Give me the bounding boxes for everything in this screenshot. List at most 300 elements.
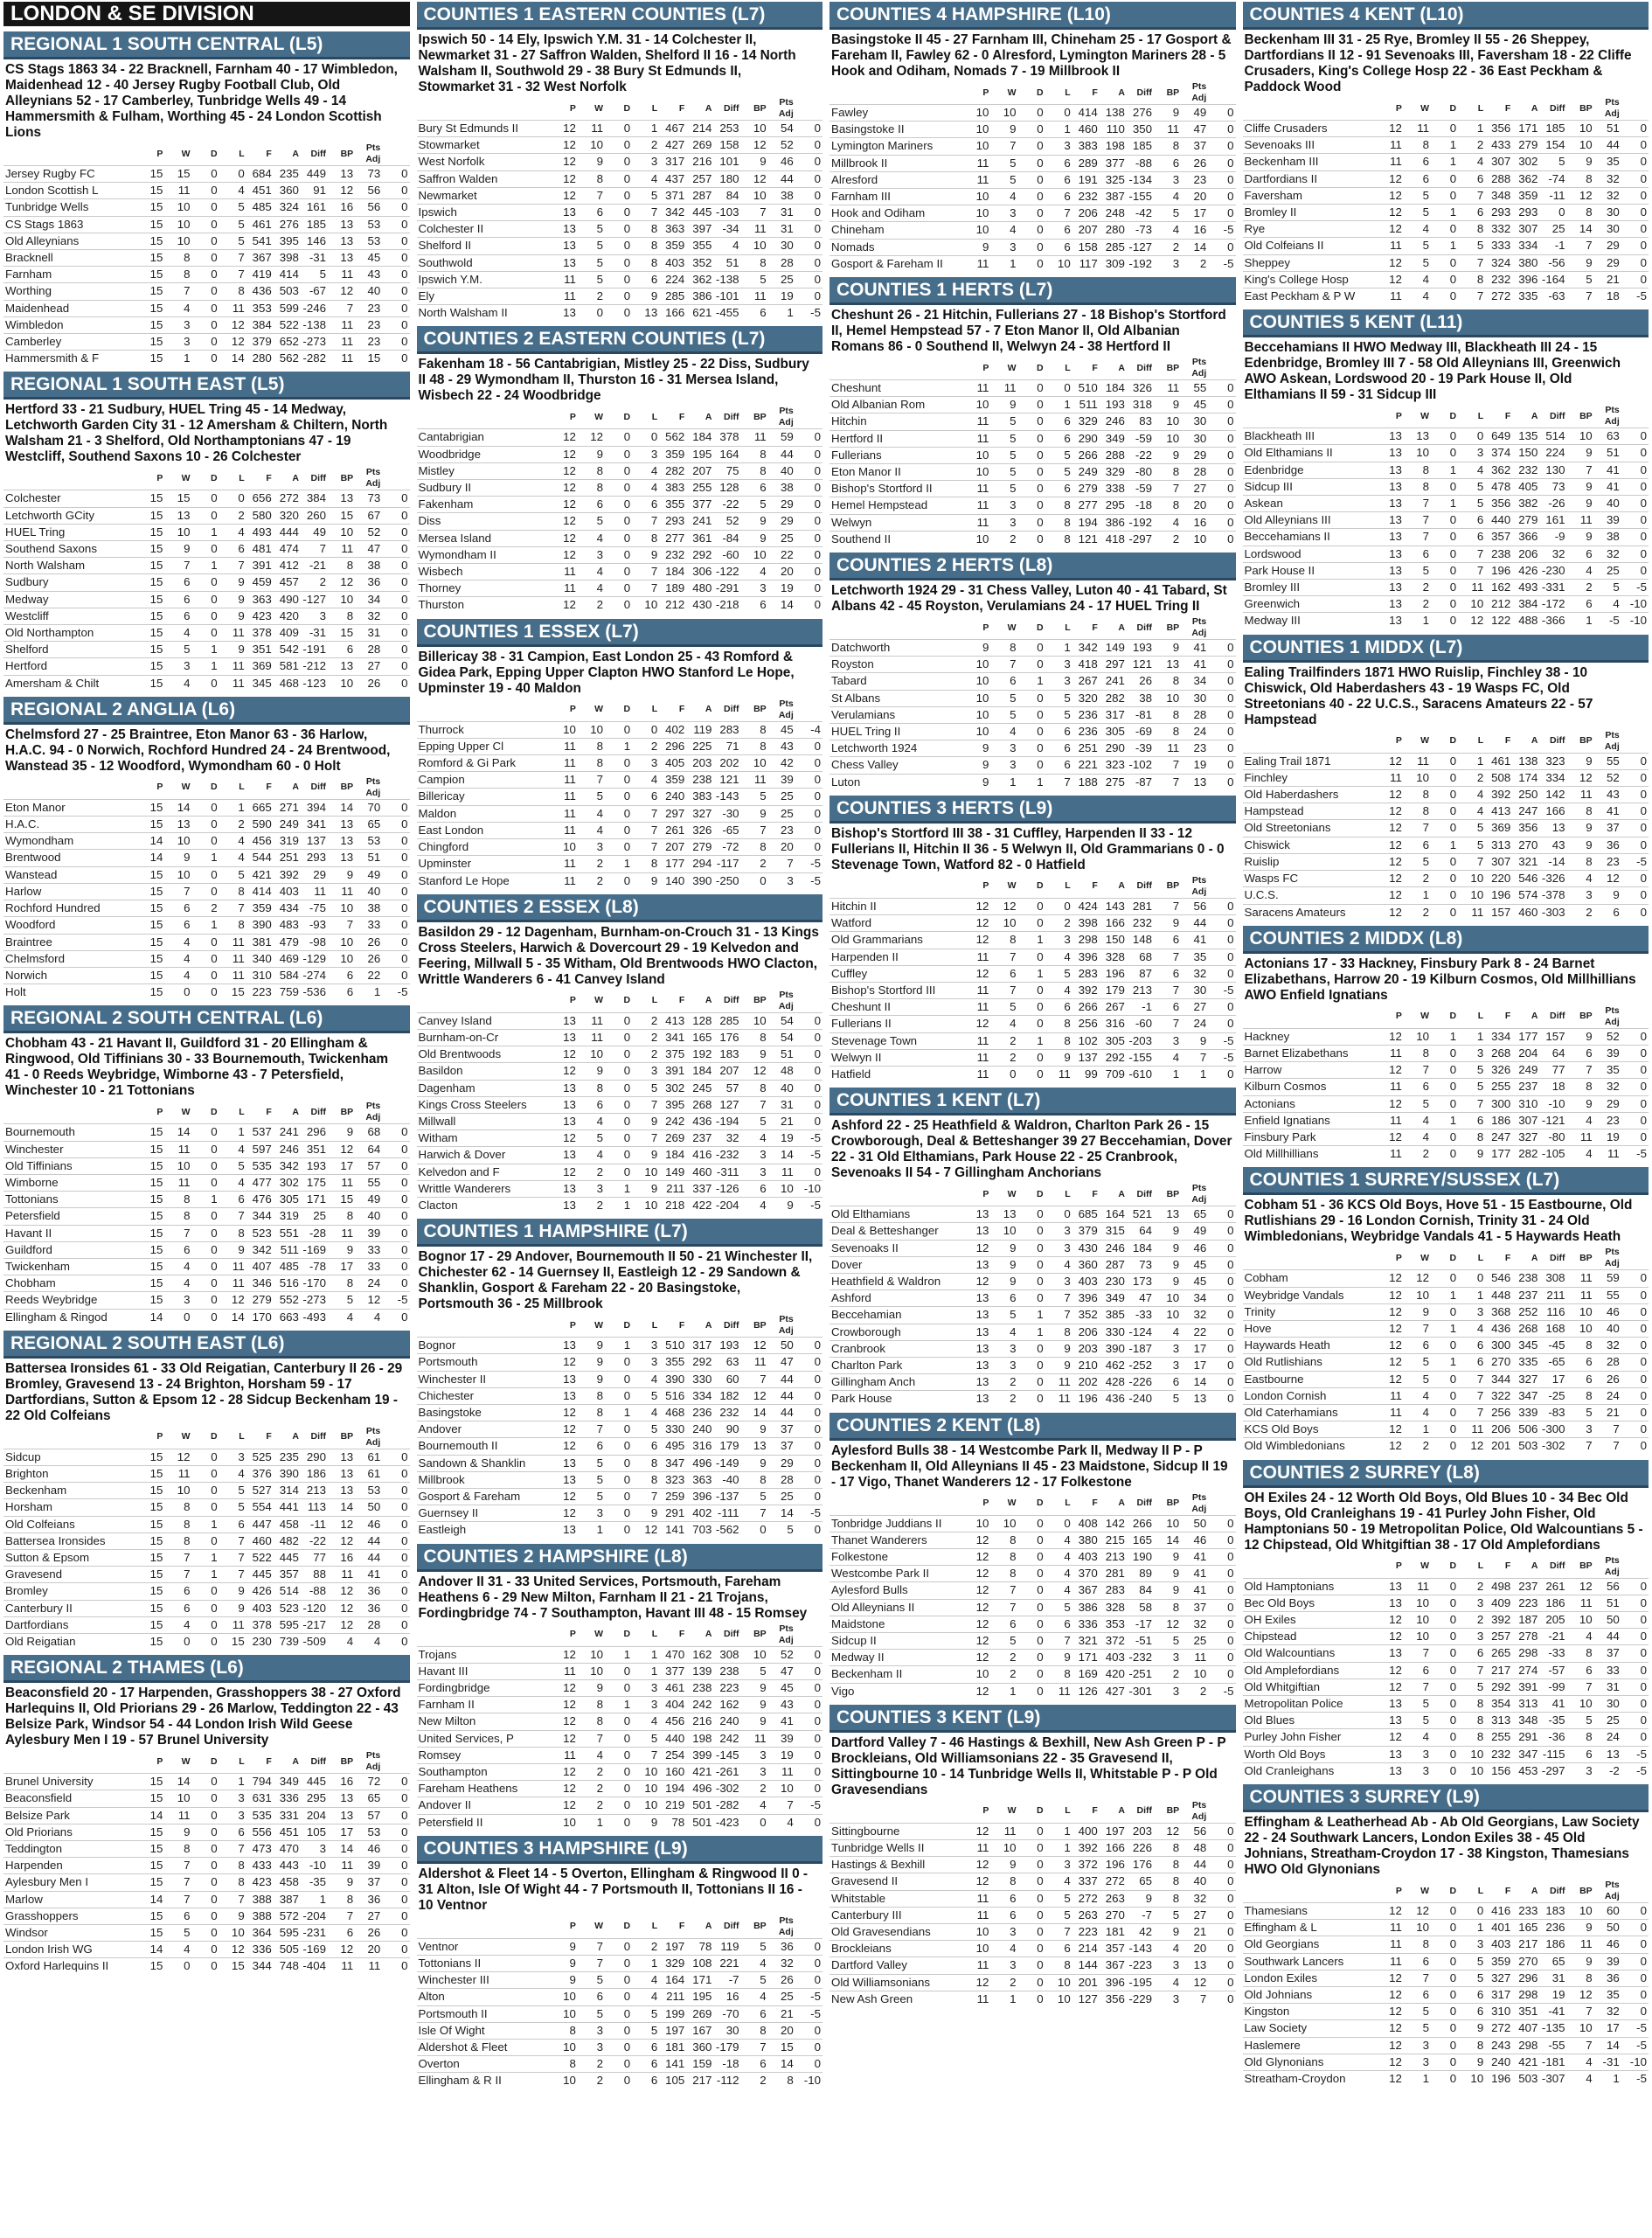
stat-cell: 3 xyxy=(164,1292,191,1309)
stat-cell: 9 xyxy=(1567,496,1594,512)
stat-cell: 5 xyxy=(1404,1713,1431,1729)
team-name: Witham xyxy=(417,1130,551,1147)
table-row xyxy=(417,446,823,462)
stat-cell: 195 xyxy=(686,1989,713,2005)
stat-cell: 35 xyxy=(1594,154,1621,170)
stat-cell: 10 xyxy=(741,1646,768,1663)
stat-cell: 11 xyxy=(219,1616,246,1633)
stat-cell: 2 xyxy=(578,872,605,889)
stat-cell: 8 xyxy=(164,1533,191,1549)
stat-cell: 8 xyxy=(219,917,246,934)
league-title: COUNTIES 2 EASTERN COUNTIES (L7) xyxy=(417,326,823,354)
stat-cell: 15 xyxy=(137,1616,164,1633)
stat-cell: 3 xyxy=(1458,1045,1485,1061)
stat-cell: 7 xyxy=(741,1505,768,1522)
stat-cell: 7 xyxy=(1594,1438,1621,1455)
stat-cell: 0 xyxy=(990,1066,1017,1082)
stat-cell: 9 xyxy=(219,1241,246,1258)
stat-cell: 3 xyxy=(990,740,1017,757)
stat-cell: 9 xyxy=(578,446,605,462)
stat-cell: 6 xyxy=(1404,1662,1431,1678)
table-row xyxy=(829,999,1236,1016)
team-name: Harpenden II xyxy=(829,949,963,965)
team-column-header xyxy=(1243,97,1377,121)
stat-cell: 214 xyxy=(686,121,713,137)
stat-cell: 5 xyxy=(990,464,1017,481)
table-row xyxy=(3,1790,410,1807)
stat-cell: -17 xyxy=(1127,1616,1154,1632)
stat-cell: 3 xyxy=(632,446,659,462)
team-name: London Cornish xyxy=(1243,1387,1377,1404)
stat-cell: 10 xyxy=(632,1164,659,1180)
stat-cell: 7 xyxy=(1567,462,1594,478)
stat-cell: 164 xyxy=(713,446,740,462)
stat-cell: 302 xyxy=(274,1174,301,1191)
stat-cell: 10 xyxy=(164,833,191,850)
team-name: Cheshunt xyxy=(829,380,963,397)
stat-cell: 0 xyxy=(192,1174,219,1191)
stat-cell: 150 xyxy=(1100,932,1127,949)
stat-cell: 39 xyxy=(1594,512,1621,529)
stat-cell: 5 xyxy=(578,513,605,530)
table-row xyxy=(3,1157,410,1174)
team-name: Cobham xyxy=(1243,1270,1377,1287)
column-header: W xyxy=(1420,1885,1429,1896)
stat-cell: 364 xyxy=(246,1925,274,1942)
stat-cell: 4 xyxy=(1045,1256,1072,1273)
stat-cell: 7 xyxy=(578,772,605,789)
column-header: Diff xyxy=(310,1431,327,1442)
column-header: P xyxy=(569,102,576,114)
team-name: Crowborough xyxy=(829,1324,963,1340)
stat-cell: 294 xyxy=(686,856,713,872)
stat-cell: 36 xyxy=(355,574,382,591)
table-row xyxy=(417,872,823,889)
stat-cell: 232 xyxy=(713,1404,740,1421)
column-header: A xyxy=(1118,880,1125,892)
team-column-header xyxy=(3,1426,137,1449)
stat-cell: 8 xyxy=(219,1858,246,1874)
stat-cell: 0 xyxy=(605,170,632,187)
table-row xyxy=(1243,512,1649,529)
team-name: North Walsham xyxy=(3,558,137,574)
stat-cell: 196 xyxy=(1072,1391,1100,1407)
stat-cell: 469 xyxy=(274,950,301,967)
table-row xyxy=(417,580,823,597)
stat-cell: 7 xyxy=(768,1797,795,1814)
stat-cell: -179 xyxy=(713,2040,740,2056)
stat-cell: 1 xyxy=(1458,1287,1485,1303)
stat-cell: 32 xyxy=(1594,187,1621,204)
stat-cell: 8 xyxy=(741,1029,768,1046)
stat-cell: 0 xyxy=(1431,853,1458,870)
league-table xyxy=(3,776,410,1000)
stat-cell: 149 xyxy=(1100,640,1127,657)
stat-cell: 158 xyxy=(713,137,740,154)
stat-cell: 523 xyxy=(274,1600,301,1616)
stat-cell: -80 xyxy=(1127,464,1154,481)
stat-cell: 213 xyxy=(1127,982,1154,998)
stat-cell: -192 xyxy=(1127,255,1154,272)
stat-cell: -274 xyxy=(301,967,328,983)
table-row xyxy=(3,866,410,883)
stat-cell: 2 xyxy=(1181,1683,1208,1699)
stat-cell: 39 xyxy=(1594,1045,1621,1061)
stat-cell: 15 xyxy=(137,1824,164,1840)
stat-cell: 4 xyxy=(1154,1324,1181,1340)
stat-cell: 1 xyxy=(192,558,219,574)
stat-cell: 2 xyxy=(1045,915,1072,932)
stat-cell: 0 xyxy=(605,1747,632,1763)
team-name: Sittingbourne xyxy=(829,1823,963,1839)
table-row xyxy=(3,351,410,367)
stat-cell: 0 xyxy=(1018,464,1045,481)
stat-cell: 0 xyxy=(382,1807,409,1824)
stat-cell: 20 xyxy=(768,564,795,580)
stat-cell: 10 xyxy=(963,724,990,740)
stat-cell: 0 xyxy=(605,1096,632,1113)
stat-cell: 12 xyxy=(1377,1987,1404,2004)
stat-cell: 4 xyxy=(741,564,768,580)
team-name: Shelford xyxy=(3,642,137,658)
stat-cell: 6 xyxy=(990,1890,1017,1907)
stat-cell: 259 xyxy=(659,1488,686,1505)
stat-cell: 8 xyxy=(632,1455,659,1471)
stat-cell: 0 xyxy=(382,300,409,316)
stat-cell: 8 xyxy=(1154,1857,1181,1873)
stat-cell: 0 xyxy=(1018,1974,1045,1991)
stat-cell: 7 xyxy=(328,917,355,934)
stat-cell: 295 xyxy=(301,1790,328,1807)
stat-cell: 0 xyxy=(1621,1421,1649,1438)
team-name: Finchley xyxy=(1243,769,1377,786)
stat-cell: 292 xyxy=(686,1354,713,1371)
stat-cell: 2 xyxy=(192,900,219,917)
stat-cell: -204 xyxy=(301,1908,328,1924)
table-row xyxy=(1243,1578,1649,1595)
stat-cell: 5 xyxy=(219,216,246,233)
stat-cell: 19 xyxy=(1181,757,1208,774)
stat-cell: 91 xyxy=(301,183,328,199)
stat-cell: 0 xyxy=(1431,803,1458,820)
stat-cell: 356 xyxy=(1485,121,1512,137)
team-name: Tottonians xyxy=(3,1192,137,1208)
stat-cell: 185 xyxy=(1539,121,1566,137)
stat-cell: -493 xyxy=(301,1309,328,1325)
stat-cell: 15 xyxy=(164,166,191,183)
stat-cell: 170 xyxy=(246,1309,274,1325)
team-name: Fordingbridge xyxy=(417,1679,551,1696)
stat-cell: 6 xyxy=(1458,1112,1485,1129)
stat-cell: 0 xyxy=(1431,2054,1458,2070)
stat-cell: 40 xyxy=(1594,1320,1621,1337)
stat-cell: 0 xyxy=(164,1633,191,1650)
stat-cell: 206 xyxy=(1512,546,1539,562)
stat-cell: 537 xyxy=(246,1124,274,1141)
stat-cell: 13 xyxy=(990,1206,1017,1223)
stat-cell: 210 xyxy=(1072,1357,1100,1373)
stat-cell: 184 xyxy=(686,429,713,446)
stat-cell: 0 xyxy=(382,351,409,367)
stat-cell: -164 xyxy=(1539,271,1566,288)
team-name: Beckenham III xyxy=(1243,154,1377,170)
stat-cell: 11 xyxy=(963,1032,990,1049)
stat-cell: 12 xyxy=(219,1942,246,1958)
stat-cell: 15 xyxy=(355,351,382,367)
stat-cell: 0 xyxy=(1018,1616,1045,1632)
column-header: L xyxy=(239,472,245,483)
stat-cell: 328 xyxy=(1100,949,1127,965)
stat-cell: 7 xyxy=(1154,898,1181,914)
column-header: D xyxy=(1037,1498,1044,1509)
league-block xyxy=(829,1088,1236,1407)
stat-cell: -101 xyxy=(713,288,740,305)
stat-cell: 6 xyxy=(1458,170,1485,187)
stat-cell: 236 xyxy=(1539,1920,1566,1936)
stat-cell: 84 xyxy=(713,187,740,204)
stat-cell: 501 xyxy=(686,1814,713,1831)
stat-cell: 8 xyxy=(632,238,659,254)
stat-cell: -229 xyxy=(1127,1991,1154,2007)
column-header: Pts Adj xyxy=(778,1314,794,1337)
stat-cell: 2 xyxy=(741,1781,768,1797)
stat-cell: 88 xyxy=(301,1567,328,1583)
stat-cell: 0 xyxy=(605,1438,632,1455)
stat-cell: 0 xyxy=(605,564,632,580)
stat-cell: 28 xyxy=(355,1616,382,1633)
stat-cell: 6 xyxy=(1567,1662,1594,1678)
stat-cell: 4 xyxy=(1404,288,1431,305)
stat-cell: 357 xyxy=(1100,1941,1127,1957)
stat-cell: 1 xyxy=(1404,1421,1431,1438)
column-header: F xyxy=(1092,87,1098,98)
stat-cell: 384 xyxy=(1512,596,1539,613)
stat-cell: 17 xyxy=(328,1157,355,1174)
stat-cell: 0 xyxy=(1208,999,1235,1016)
table-row xyxy=(1243,1695,1649,1712)
stat-cell: 6 xyxy=(1458,1338,1485,1354)
team-name: Cliffe Crusaders xyxy=(1243,121,1377,137)
stat-cell: 1 xyxy=(192,524,219,540)
stat-cell: 296 xyxy=(659,738,686,754)
league-block xyxy=(829,2,1236,272)
team-name: Stevenage Town xyxy=(829,1032,963,1049)
stat-cell: 5 xyxy=(632,1421,659,1438)
stat-cell: 3 xyxy=(1458,1936,1485,1953)
stat-cell: 12 xyxy=(551,513,578,530)
stat-cell: -22 xyxy=(1127,447,1154,463)
stat-cell: 279 xyxy=(686,839,713,856)
stat-cell: -455 xyxy=(713,305,740,322)
stat-cell: 247 xyxy=(1512,803,1539,820)
stat-cell: 51 xyxy=(1594,445,1621,462)
stat-cell: 6 xyxy=(164,1908,191,1924)
stat-cell: 13 xyxy=(1377,580,1404,596)
stat-cell: 73 xyxy=(1127,1256,1154,1273)
stat-cell: 13 xyxy=(963,1307,990,1324)
column-header: BP xyxy=(753,411,767,422)
column-header: W xyxy=(594,1629,603,1640)
column-header: D xyxy=(623,411,631,422)
stat-cell: 37 xyxy=(355,1874,382,1891)
stat-cell: 52 xyxy=(768,137,795,154)
stat-cell: 3 xyxy=(741,1764,768,1781)
stat-cell: 44 xyxy=(1594,1629,1621,1645)
column-header: D xyxy=(623,704,631,715)
stat-cell: 357 xyxy=(1485,529,1512,546)
table-row xyxy=(1243,596,1649,613)
stat-cell: 0 xyxy=(1431,1079,1458,1095)
stat-cell: 759 xyxy=(274,984,301,1001)
stat-cell: 137 xyxy=(1072,1049,1100,1066)
stat-cell: 6 xyxy=(1154,1374,1181,1391)
stat-cell: 351 xyxy=(1512,2004,1539,2020)
stat-cell: 0 xyxy=(1621,546,1649,562)
table-row xyxy=(1243,871,1649,887)
stat-cell: -10 xyxy=(1621,613,1649,629)
results-text: OH Exiles 24 - 12 Worth Old Boys, Old Blues 10 - 34 Bec Old Boys, Old Cranleighans 19 - 41 Purley John Fisher, Old Hamptonians 50 - 19 Metropolitan Police, Old Walcountians 5 - 12 Chipstead, Old Whitgiftian 38 - 17 Old Amplefordians xyxy=(1244,1490,1643,1553)
stat-cell: 7 xyxy=(1404,1320,1431,1337)
column-header: W xyxy=(1420,1011,1429,1022)
team-name: Trinity xyxy=(1243,1303,1377,1320)
stat-cell: 13 xyxy=(164,507,191,524)
stat-cell: 135 xyxy=(1512,428,1539,445)
stat-cell: 5 xyxy=(1045,1599,1072,1616)
table-row xyxy=(829,1941,1236,1957)
stat-cell: 9 xyxy=(1154,105,1181,122)
stat-cell: 0 xyxy=(382,1874,409,1891)
team-name: Farnham III xyxy=(829,189,963,205)
stat-cell: 0 xyxy=(1018,122,1045,138)
stat-cell: 12 xyxy=(551,480,578,497)
team-name: Old Rutlishians xyxy=(1243,1354,1377,1371)
stat-cell: -5 xyxy=(795,305,823,322)
stat-cell: 16 xyxy=(328,1549,355,1566)
stat-cell: 0 xyxy=(1208,1223,1235,1240)
stat-cell: 9 xyxy=(1045,1340,1072,1357)
table-row xyxy=(829,690,1236,706)
column-header: W xyxy=(181,472,191,483)
stat-cell: 391 xyxy=(659,1063,686,1080)
stat-cell: 0 xyxy=(1018,222,1045,239)
stat-cell: 0 xyxy=(1018,1273,1045,1289)
team-name: Nomads xyxy=(829,239,963,255)
stat-cell: 0 xyxy=(1208,1307,1235,1324)
stat-cell: 0 xyxy=(1208,171,1235,188)
stat-cell: 15 xyxy=(137,1567,164,1583)
column-header: A xyxy=(705,411,712,422)
stat-cell: 384 xyxy=(301,490,328,507)
stat-cell: 0 xyxy=(1431,1404,1458,1421)
table-row xyxy=(3,524,410,540)
stat-cell: 12 xyxy=(219,334,246,351)
stat-cell: 11 xyxy=(1567,787,1594,803)
stat-cell: 2 xyxy=(1404,596,1431,613)
stat-cell: 6 xyxy=(1045,1941,1072,1957)
league-title: COUNTIES 5 KENT (L11) xyxy=(1243,309,1649,337)
stat-cell: -121 xyxy=(1539,1112,1566,1129)
stat-cell: 11 xyxy=(1594,1146,1621,1163)
stat-cell: 396 xyxy=(1072,1290,1100,1307)
stat-cell: 12 xyxy=(328,1942,355,1958)
table-row xyxy=(3,1807,410,1824)
stat-cell: -120 xyxy=(301,1600,328,1616)
column-header: BP xyxy=(340,148,354,159)
league-table xyxy=(829,81,1236,272)
table-row xyxy=(3,1925,410,1942)
stat-cell: 17 xyxy=(1181,205,1208,222)
stat-cell: 0 xyxy=(605,1130,632,1147)
stat-cell: 0 xyxy=(1208,481,1235,497)
stat-cell: 9 xyxy=(1154,1256,1181,1273)
stat-cell: 10 xyxy=(963,657,990,673)
stat-cell: 0 xyxy=(578,305,605,322)
stat-cell: 13 xyxy=(1377,613,1404,629)
stat-cell: 474 xyxy=(274,541,301,558)
team-name: Cantabrigian xyxy=(417,429,551,446)
stat-cell: 10 xyxy=(768,1180,795,1197)
stat-cell: 0 xyxy=(1431,1611,1458,1628)
team-name: Old Brentwoods xyxy=(417,1046,551,1063)
stat-cell: 0 xyxy=(1621,1611,1649,1628)
stat-cell: 0 xyxy=(1208,189,1235,205)
team-name: H.A.C. xyxy=(3,817,137,833)
stat-cell: 4 xyxy=(768,1814,795,1831)
stat-cell: 186 xyxy=(1539,1595,1566,1611)
stat-cell: 6 xyxy=(632,2056,659,2073)
column-header: D xyxy=(623,102,631,114)
stat-cell: 10 xyxy=(328,900,355,917)
stat-cell: 13 xyxy=(1181,1391,1208,1407)
stat-cell: 3 xyxy=(219,1807,246,1824)
stat-cell: 73 xyxy=(1539,478,1566,495)
table-row xyxy=(417,1164,823,1180)
stat-cell: 0 xyxy=(1431,1045,1458,1061)
stat-cell: 221 xyxy=(1072,757,1100,774)
table-row xyxy=(3,1616,410,1633)
stat-cell: 75 xyxy=(713,462,740,479)
stat-cell: 50 xyxy=(355,1499,382,1516)
stat-cell: 1 xyxy=(219,1124,246,1141)
stat-cell: 6 xyxy=(1404,154,1431,170)
stat-cell: -65 xyxy=(1539,1354,1566,1371)
stat-cell: 44 xyxy=(1181,915,1208,932)
stat-cell: 377 xyxy=(1100,155,1127,171)
stat-cell: 238 xyxy=(686,1679,713,1696)
stat-cell: 12 xyxy=(1377,1970,1404,1986)
team-column-header xyxy=(417,1623,551,1647)
stat-cell: 12 xyxy=(328,1600,355,1616)
stat-cell: 9 xyxy=(164,1824,191,1840)
table-row xyxy=(417,530,823,546)
stat-cell: 255 xyxy=(686,480,713,497)
stat-cell: 392 xyxy=(1072,1840,1100,1857)
stat-cell: -137 xyxy=(713,1488,740,1505)
stat-cell: 1 xyxy=(1018,1307,1045,1324)
table-row xyxy=(417,1438,823,1455)
stat-cell: 23 xyxy=(355,300,382,316)
team-name: Hitchin II xyxy=(829,898,963,914)
table-row xyxy=(417,1797,823,1814)
stat-cell: 11 xyxy=(551,805,578,822)
stat-cell: 13 xyxy=(328,817,355,833)
stat-cell: 5 xyxy=(632,1080,659,1096)
stat-cell: 164 xyxy=(1100,1206,1127,1223)
stat-cell: 0 xyxy=(1208,1582,1235,1599)
table-row xyxy=(3,183,410,199)
stat-cell: 60 xyxy=(1594,1903,1621,1920)
stat-cell: 0 xyxy=(192,283,219,300)
